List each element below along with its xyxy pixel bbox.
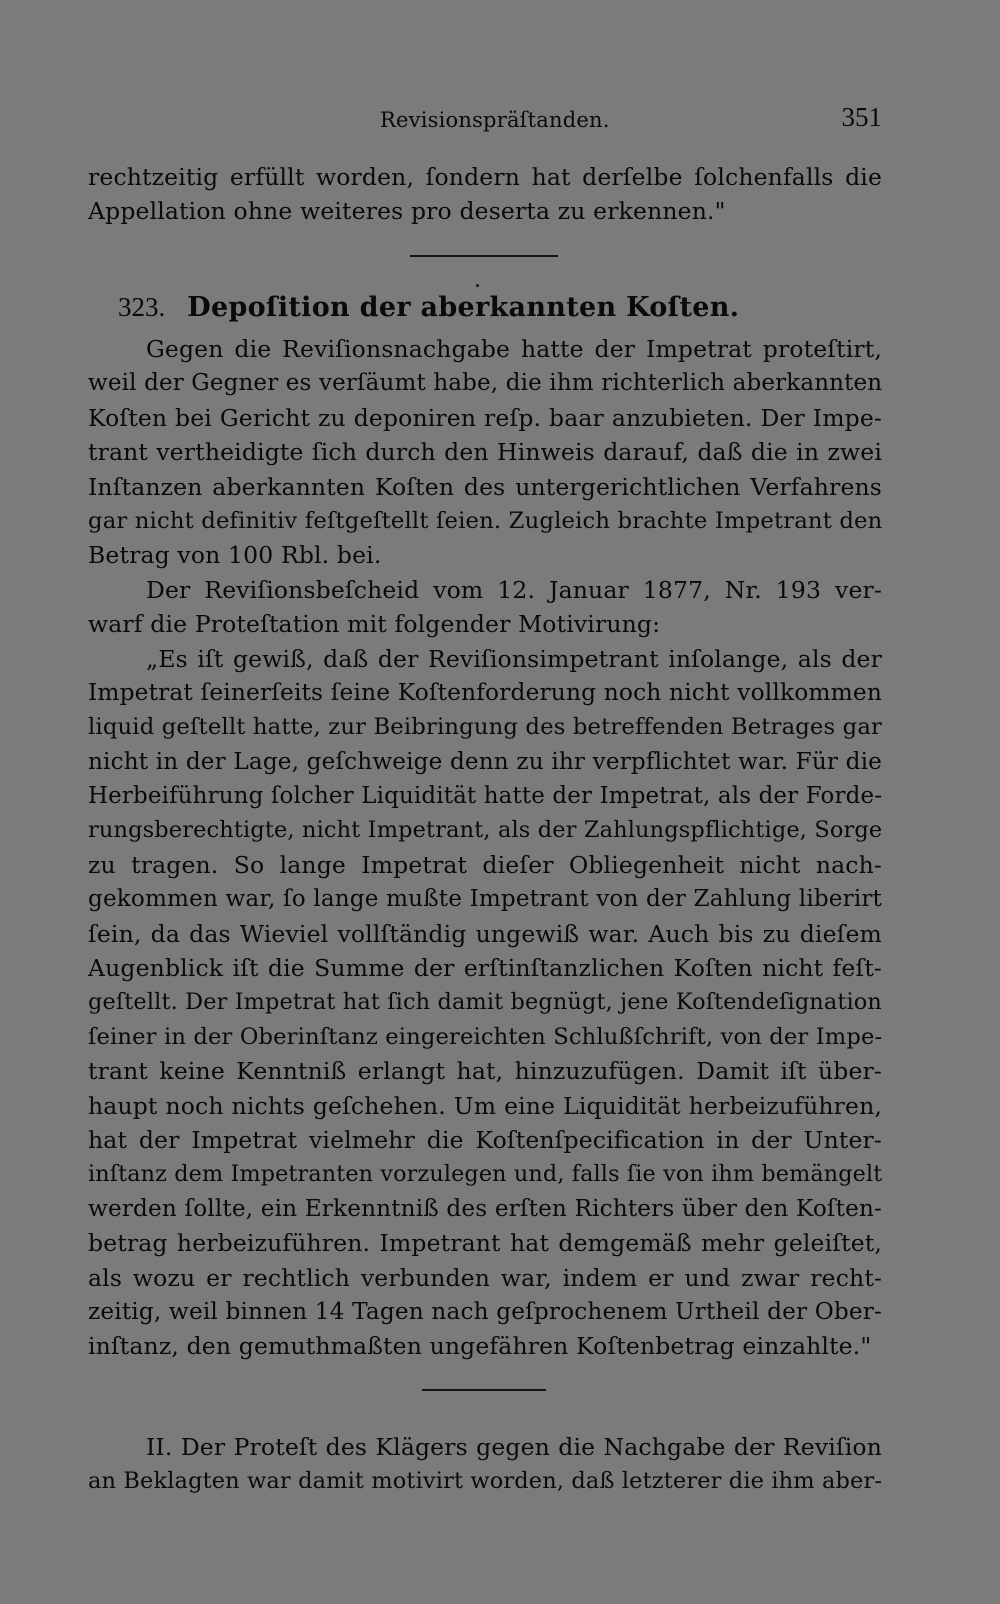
text-line: werden ſollte, ein Erkenntniß des erſten Richters über den Koſten- <box>88 1194 882 1222</box>
section-body <box>88 332 882 1364</box>
text-line: haupt noch nichts geſchehen. Um eine Liquidität herbeizuführen, <box>88 1091 882 1120</box>
text-line: an Beklagten war damit motivirt worden, daß letzterer die ihm aber- <box>88 1468 883 1495</box>
text-line: geſtellt. Der Impetrat hat ſich damit begnügt, jene Koſtendeſignation <box>88 989 882 1016</box>
next-paragraph <box>88 1430 882 1499</box>
text-line: rungsberechtigte, nicht Impetrant, als der Zahlungspflichtige, Sorge <box>88 817 883 844</box>
text-line: weil der Gegner es verſäumt habe, die ihm richterlich aberkannten <box>88 370 883 397</box>
text-line: Koſten bei Gericht zu deponiren reſp. baar anzubieten. Der Impe- <box>88 403 882 432</box>
text-line: gar nicht definitiv feſtgeſtellt ſeien. Zugleich brachte Impetrant den <box>88 507 883 534</box>
text-line: inſtanz dem Impetranten vorzulegen und, falls ſie von ihm bemängelt <box>88 1161 883 1188</box>
text-line: inſtanz, den gemuthmaßten ungefähren Koſtenbetrag einzahlte." <box>88 1332 872 1361</box>
text-line: nicht in der Lage, geſchweige denn zu ihr verpflichtet war. Für die <box>88 748 882 775</box>
text-line: ſeiner in der Oberinſtanz eingereichten Schlußſchrift, von der Impe- <box>88 1023 883 1050</box>
text-line: liquid geſtellt hatte, zur Beibringung des betreffenden Betrages gar <box>88 714 883 741</box>
text-line: II. Der Proteſt des Klägers gegen die Nachgabe der Reviſion <box>146 1433 882 1461</box>
section-number: 323. <box>118 292 166 322</box>
page-number: 351 <box>841 102 882 132</box>
text-line: Inſtanzen aberkannten Koſten des untergerichtlichen Verfahrens <box>88 472 882 501</box>
text-line: rechtzeitig erfüllt worden, ſondern hat derſelbe ſolchenfalls die <box>88 163 882 191</box>
text-line: Augenblick iſt die Summe der erſtinſtanzlichen Koſten nicht feſt- <box>88 954 882 983</box>
text-line: Der Reviſionsbeſcheid vom 12. Januar 1877, Nr. 193 ver- <box>146 575 882 604</box>
text-line: warf die Proteſtation mit folgender Motivirung: <box>88 610 661 639</box>
running-title: Revisionspräſtanden. <box>380 108 610 132</box>
continued-paragraph <box>88 160 882 229</box>
section-divider <box>410 255 558 257</box>
text-line: hat der Impetrat vielmehr die Koſtenſpecification in der Unter- <box>88 1125 882 1154</box>
text-line: ſein, da das Wieviel vollſtändig ungewiß war. Auch bis zu dieſem <box>88 919 882 948</box>
text-line: trant vertheidigte ſich durch den Hinweis darauf, daß die in zwei <box>88 438 882 467</box>
text-line: trant keine Kenntniß erlangt hat, hinzuzufügen. Damit iſt über- <box>88 1057 882 1086</box>
text-line: gekommen war, ſo lange mußte Impetrant von der Zahlung liberirt <box>88 886 882 913</box>
section-heading <box>118 287 739 327</box>
paragraph-divider <box>422 1389 546 1391</box>
text-line: betrag herbeizuführen. Impetrant hat demgemäß mehr geleiſtet, <box>88 1229 882 1258</box>
text-line: Betrag von 100 Rbl. bei. <box>88 541 382 570</box>
text-line: Herbeiführung ſolcher Liquidität hatte der Impetrat, als der Forde- <box>88 783 883 810</box>
running-head <box>0 102 1000 138</box>
text-line: als wozu er rechtlich verbunden war, indem er und zwar recht- <box>88 1263 882 1292</box>
text-line: zeitig, weil binnen 14 Tagen nach geſprochenem Urtheil der Ober- <box>88 1297 883 1325</box>
section-title: Depoſition der aberkannten Koſten. <box>187 292 740 323</box>
text-line: Gegen die Reviſionsnachgabe hatte der Impetrat proteſtirt, <box>146 335 882 363</box>
text-line: zu tragen. So lange Impetrat dieſer Obliegenheit nicht nach- <box>88 850 882 879</box>
text-line: Appellation ohne weiteres pro deserta zu erkennen." <box>88 197 726 226</box>
text-line: Impetrat ſeinerſeits ſeine Koſtenforderung noch nicht vollkommen <box>88 678 882 706</box>
text-line: „Es iſt gewiß, daß der Reviſionsimpetrant inſolange, als der <box>146 644 882 673</box>
